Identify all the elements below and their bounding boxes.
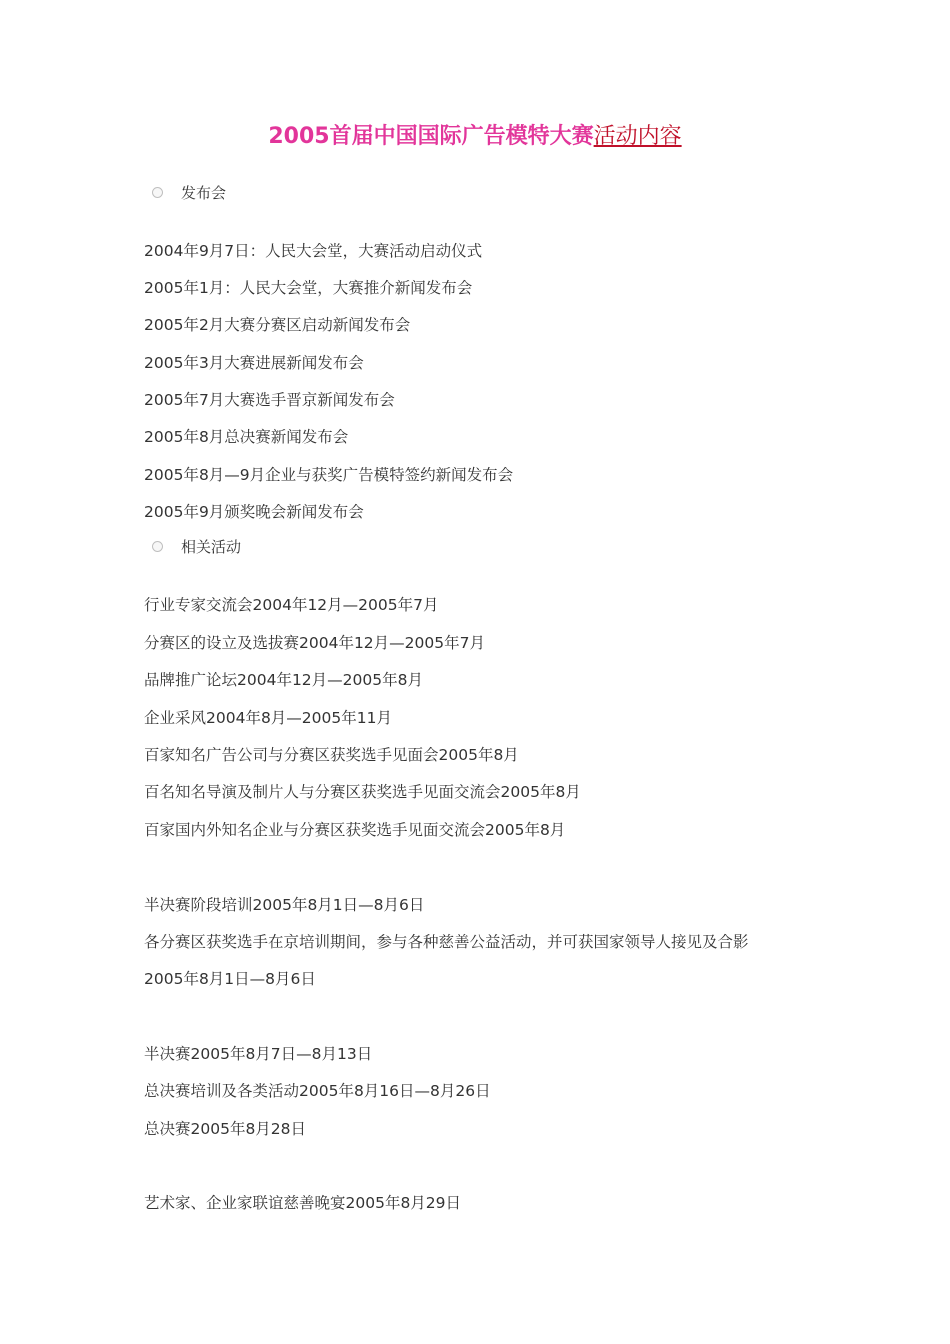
list-item: 2005年8月1日—8月6日 <box>144 970 316 988</box>
list-item: 品牌推广论坛2004年12月—2005年8月 <box>144 671 423 689</box>
list-item: 半决赛阶段培训2005年8月1日—8月6日 <box>144 896 425 914</box>
list-item: 总决赛培训及各类活动2005年8月16日—8月26日 <box>144 1082 491 1100</box>
title-main: 2005首届中国国际广告模特大赛 <box>268 124 594 149</box>
list-item: 百家国内外知名企业与分赛区获奖选手见面交流会2005年8月 <box>144 821 566 839</box>
list-item: 2005年2月大赛分赛区启动新闻发布会 <box>144 316 411 334</box>
list-item: 2005年1月：人民大会堂，大赛推介新闻发布会 <box>144 279 473 297</box>
radio-bullet-icon <box>152 187 163 198</box>
page-title <box>0 121 950 153</box>
list-item: 行业专家交流会2004年12月—2005年7月 <box>144 596 439 614</box>
list-item: 总决赛2005年8月28日 <box>144 1120 307 1138</box>
list-item: 2005年3月大赛进展新闻发布会 <box>144 354 364 372</box>
list-item: 百家知名广告公司与分赛区获奖选手见面会2005年8月 <box>144 746 519 764</box>
section-heading-press <box>152 180 226 204</box>
list-item: 半决赛2005年8月7日—8月13日 <box>144 1045 373 1063</box>
radio-bullet-icon <box>152 541 163 552</box>
list-item: 2004年9月7日：人民大会堂，大赛活动启动仪式 <box>144 242 483 260</box>
section-heading-label: 相关活动 <box>181 537 242 556</box>
list-item: 2005年8月总决赛新闻发布会 <box>144 428 349 446</box>
list-item: 艺术家、企业家联谊慈善晚宴2005年8月29日 <box>144 1194 462 1212</box>
list-item: 企业采风2004年8月—2005年11月 <box>144 709 392 727</box>
section-heading-label: 发布会 <box>181 183 227 202</box>
list-item: 2005年7月大赛选手晋京新闻发布会 <box>144 391 395 409</box>
list-item: 百名知名导演及制片人与分赛区获奖选手见面交流会2005年8月 <box>144 783 581 801</box>
list-item: 分赛区的设立及选拔赛2004年12月—2005年7月 <box>144 634 485 652</box>
title-link[interactable]: 活动内容 <box>593 124 682 149</box>
section-heading-activities <box>152 534 241 558</box>
list-item: 2005年9月颁奖晚会新闻发布会 <box>144 503 364 521</box>
list-item: 各分赛区获奖选手在京培训期间，参与各种慈善公益活动，并可获国家领导人接见及合影 <box>144 933 749 951</box>
list-item: 2005年8月—9月企业与获奖广告模特签约新闻发布会 <box>144 466 514 484</box>
